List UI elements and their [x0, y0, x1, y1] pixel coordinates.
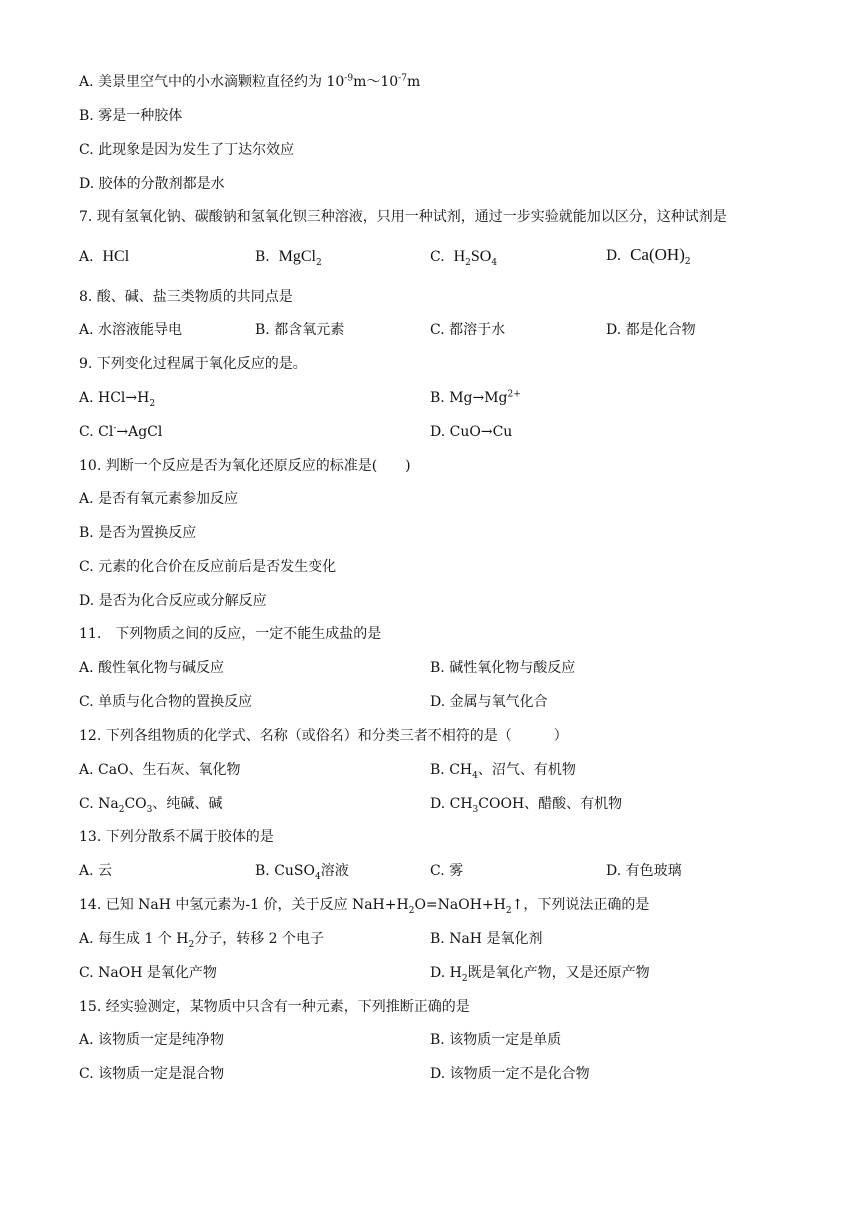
q10-option-a: A. 是否有氧元素参加反应 — [79, 491, 239, 507]
q15-option-b: B. 该物质一定是单质 — [430, 1032, 562, 1048]
q14-option-a — [79, 929, 324, 949]
q8-stem: 8. 酸、碱、盐三类物质的共同点是 — [79, 289, 293, 305]
q12-option-a: A. CaO、生石灰、氧化物 — [79, 762, 241, 778]
q12-c-sub-2: 3 — [146, 804, 153, 815]
q6-option-c: C. 此现象是因为发生了丁达尔效应 — [79, 142, 295, 158]
q13-option-a: A. 云 — [79, 863, 113, 879]
q7-a-formula: HCl — [102, 248, 130, 265]
q6-option-a-text: A. 美景里空气中的小水滴颗粒直径约为 10 — [79, 74, 345, 90]
q8-option-d: D. 都是化合物 — [606, 322, 696, 338]
q13-option-c: C. 雾 — [430, 863, 464, 879]
q14-stem-sub-2: 2 — [505, 905, 512, 916]
q9-stem: 9. 下列变化过程属于氧化反应的是。 — [79, 356, 307, 372]
q14-d-end: 既是氧化产物，又是还原产物 — [467, 965, 650, 981]
q7-b-sub: 2 — [316, 257, 322, 268]
q7-c-formula-1: H — [453, 248, 466, 265]
q6-option-a-mid: m～10 — [353, 74, 399, 90]
q15-option-c: C. 该物质一定是混合物 — [79, 1066, 225, 1082]
q15-option-d: D. 该物质一定不是化合物 — [430, 1066, 590, 1082]
q12-c-mid: CO — [124, 796, 147, 812]
q13-option-b — [255, 861, 349, 881]
q6-option-a-end: m — [406, 74, 421, 90]
q6-option-b: B. 雾是一种胶体 — [79, 108, 183, 124]
q15-option-a: A. 该物质一定是纯净物 — [79, 1032, 225, 1048]
q11-option-d: D. 金属与氧气化合 — [430, 694, 548, 710]
q7-d-sub: 2 — [684, 256, 691, 267]
q9-b-sup: 2+ — [507, 389, 521, 400]
q7-d-formula: Ca(OH) — [630, 245, 685, 264]
q12-d-end: COOH、醋酸、有机物 — [478, 796, 623, 812]
q6-sup-2: -7 — [398, 73, 407, 84]
q14-stem — [79, 895, 649, 915]
q6-option-a — [79, 72, 420, 92]
q10-stem: 10. 判断一个反应是否为氧化还原反应的标准是( ) — [79, 458, 411, 474]
q11-stem: 11. 下列物质之间的反应，一定不能生成盐的是 — [79, 626, 382, 642]
q9-c-end: →AgCl — [116, 424, 163, 440]
q14-option-d — [430, 963, 650, 983]
q7-c-formula-2: SO — [470, 248, 492, 265]
q13-option-d: D. 有色玻璃 — [606, 863, 682, 879]
q10-option-b: B. 是否为置换反应 — [79, 525, 197, 541]
q9-option-a — [79, 388, 155, 408]
q12-c-text: C. Na — [79, 796, 119, 812]
q14-option-b: B. NaH 是氧化剂 — [430, 931, 543, 947]
q12-b-sub: 4 — [472, 770, 478, 781]
q14-a-sub: 2 — [188, 939, 195, 950]
q7-stem: 7. 现有氢氧化钠、碳酸钠和氢氧化钡三种溶液，只用一种试剂，通过一步实验就能加以区分，这种试剂是 — [79, 209, 727, 225]
q15-stem: 15. 经实验测定，某物质中只含有一种元素，下列推断正确的是 — [79, 999, 470, 1015]
q11-option-b: B. 碱性氧化物与酸反应 — [430, 660, 576, 676]
q7-d-label: D. — [606, 248, 622, 264]
q7-a-label: A. — [79, 249, 94, 265]
q9-a-sub: 2 — [149, 398, 156, 409]
q12-b-text: B. CH — [430, 762, 473, 778]
q7-option-b — [255, 247, 322, 267]
q9-c-text: C. Cl — [79, 424, 114, 440]
q12-c-sub-1: 2 — [118, 804, 125, 815]
q8-option-a: A. 水溶液能导电 — [79, 322, 183, 338]
q12-option-c — [79, 794, 222, 814]
q12-option-d — [430, 794, 622, 814]
q7-option-d — [606, 245, 691, 266]
q7-b-formula: MgCl — [278, 248, 316, 265]
q8-option-b: B. 都含氧元素 — [255, 322, 345, 338]
q7-c-label: C. — [430, 249, 445, 265]
q11-option-a: A. 酸性氧化物与碱反应 — [79, 660, 225, 676]
q9-option-b — [430, 388, 521, 408]
q9-c-sup: - — [113, 423, 117, 434]
q7-c-sub-2: 4 — [491, 257, 498, 268]
q14-stem-mid: O=NaOH+H — [414, 897, 506, 913]
q14-a-text: A. 每生成 1 个 H — [79, 931, 189, 947]
q12-c-end: 、纯碱、碱 — [152, 796, 223, 812]
q13-b-sub: 4 — [315, 871, 321, 882]
q7-option-c — [430, 247, 497, 267]
q7-b-label: B. — [255, 249, 270, 265]
q9-a-text: A. HCl→H — [79, 390, 150, 406]
q14-stem-end: ↑，下列说法正确的是 — [511, 897, 650, 913]
q9-b-text: B. Mg→Mg — [430, 390, 508, 406]
q14-stem-text: 14. 已知 NaH 中氢元素为-1 价，关于反应 NaH+H — [79, 897, 409, 913]
q12-b-end: 、沼气、有机物 — [477, 762, 576, 778]
q14-a-end: 分子，转移 2 个电子 — [194, 931, 325, 947]
q6-sup-1: -9 — [344, 73, 354, 84]
q13-b-end: 溶液 — [320, 863, 349, 879]
q12-option-b — [430, 760, 576, 780]
q11-option-c: C. 单质与化合物的置换反应 — [79, 694, 253, 710]
q14-d-sub: 2 — [461, 973, 468, 984]
q10-option-c: C. 元素的化合价在反应前后是否发生变化 — [79, 559, 337, 575]
q14-stem-sub-1: 2 — [408, 905, 415, 916]
q7-option-a — [79, 247, 129, 267]
q14-option-c: C. NaOH 是氧化产物 — [79, 965, 217, 981]
q12-d-sub: 3 — [472, 804, 479, 815]
q9-option-c — [79, 422, 162, 442]
q12-stem: 12. 下列各组物质的化学式、名称（或俗名）和分类三者不相符的是（ ） — [79, 728, 568, 744]
q13-b-text: B. CuSO — [255, 863, 315, 879]
q7-c-sub-1: 2 — [465, 257, 471, 268]
q8-option-c: C. 都溶于水 — [430, 322, 506, 338]
q6-option-d: D. 胶体的分散剂都是水 — [79, 176, 225, 192]
q9-option-d: D. CuO→Cu — [430, 424, 513, 440]
q13-stem: 13. 下列分散系不属于胶体的是 — [79, 829, 274, 845]
q10-option-d: D. 是否为化合反应或分解反应 — [79, 593, 267, 609]
q14-d-text: D. H — [430, 965, 462, 981]
q12-d-text: D. CH — [430, 796, 473, 812]
